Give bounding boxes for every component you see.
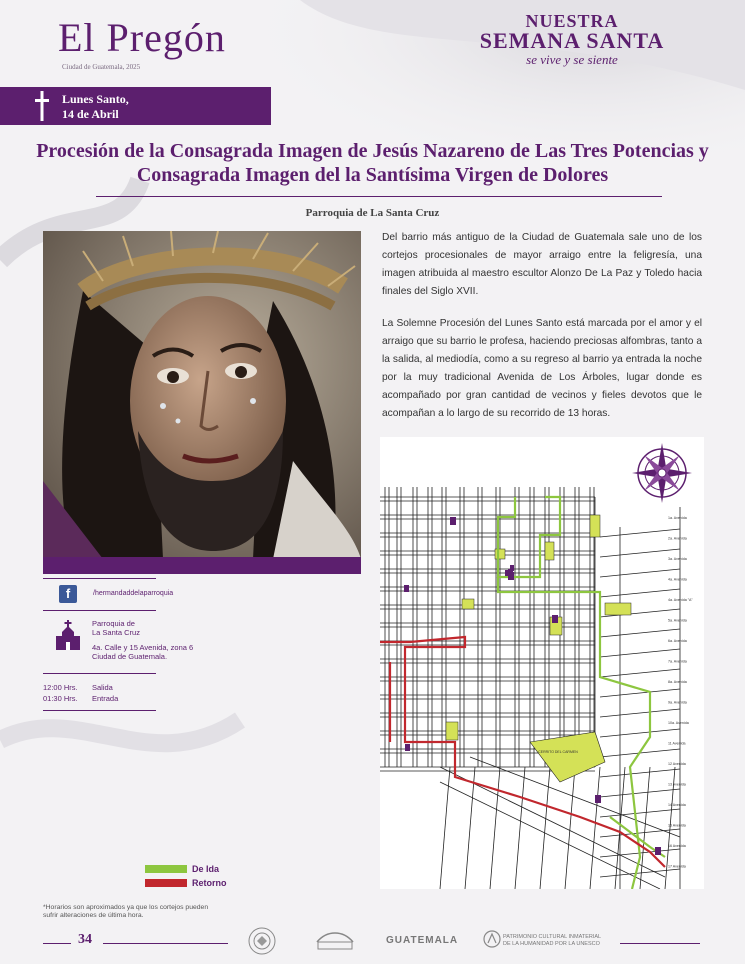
article-title: Procesión de la Consagrada Imagen de Jesús Nazareno de Las Tres Potencias y Consagrada Imagen del la Santísima Virgen de Dolores xyxy=(36,140,709,186)
schedule-label-2: Entrada xyxy=(92,694,119,703)
procession-route-map xyxy=(380,437,704,889)
legend-label-retorno: Retorno xyxy=(192,878,227,888)
jesus-nazareno-photo xyxy=(43,231,361,559)
unesco-text: PATRIMONIO CULTURAL INMATERIAL DE LA HUMANIDAD POR LA UNESCO xyxy=(503,934,601,947)
government-seal-icon xyxy=(247,926,277,956)
map-avenue-label: 3a. Avenida xyxy=(668,557,687,561)
map-avenue-label: 4a. Avenida xyxy=(668,577,687,582)
cross-icon xyxy=(35,91,49,121)
footer-rule-left-2 xyxy=(103,943,228,944)
map-avenue-label: 14 Avenida xyxy=(668,803,686,807)
legend-label-ida: De Ida xyxy=(192,864,220,874)
brand-line-1: NUESTRA xyxy=(525,11,619,31)
address-line-1: 4a. Calle y 15 Avenida, zona 6 xyxy=(92,643,194,652)
info-divider xyxy=(43,578,156,579)
schedule-time-1: 12:00 Hrs. xyxy=(43,683,78,692)
facebook-icon[interactable]: f xyxy=(59,585,77,603)
map-label-carmen: CERRITO DEL CARMEN xyxy=(538,750,578,754)
schedule-label-1: Salida xyxy=(92,683,113,692)
date-day: Lunes Santo, xyxy=(62,92,129,106)
facebook-handle[interactable]: /hermandaddelaparroquia xyxy=(93,590,174,597)
map-avenue-label: 2a. Avenida xyxy=(668,536,687,541)
inguat-logo-icon xyxy=(312,928,358,954)
map-avenue-label: 16 Avenida xyxy=(668,844,686,848)
parish-title: Parroquia de La Santa Cruz xyxy=(305,207,440,219)
map-avenue-label: 9a. Avenida xyxy=(668,700,687,705)
info-divider xyxy=(43,610,156,611)
logo-subtitle: Ciudad de Guatemala, 2025 xyxy=(62,63,141,71)
footer-rule-left xyxy=(43,943,71,944)
brand-block xyxy=(452,12,692,68)
church-name-line-1: Parroquia de xyxy=(92,619,135,628)
legend-swatch-ida xyxy=(145,865,187,873)
photo-underline-bar xyxy=(43,557,361,574)
map-avenue-label: 13 Avenida xyxy=(668,782,686,787)
map-avenue-label: 11 Avenida xyxy=(668,741,686,746)
map-avenue-label: 1a. Avenida xyxy=(668,516,687,520)
map-avenue-label: 12 Avenida xyxy=(668,762,686,766)
date-banner xyxy=(0,87,271,125)
footer-rule-right xyxy=(620,943,700,944)
title-divider xyxy=(96,196,662,197)
page-number: 34 xyxy=(78,932,92,947)
body-paragraph-2: La Solemne Procesión del Lunes Santo está marcada por el amor y el arraigo que su barrio le profesa, haciendo preciosas alfombras, tanto a la salida, al mediodía, como a su regreso al barrio ya entrada la noche por la muy tradicional Avenida de Los Árboles, lugar donde es acompañado por gran cantidad de vecinos y fieles devotos que le acompañan a lo largo de su recorrido de 13 horas. xyxy=(382,318,702,419)
church-name-line-2: La Santa Cruz xyxy=(92,628,140,637)
map-avenue-label: 6a. Avenida xyxy=(668,639,687,643)
logo-title: El Pregón xyxy=(58,15,226,60)
map-avenue-label: 17 Avenida xyxy=(668,864,686,869)
address-line-2: Ciudad de Guatemala. xyxy=(92,652,168,661)
date-date: 14 de Abril xyxy=(62,107,119,121)
brand-tagline: se vive y se siente xyxy=(526,52,618,67)
brand-line-2: SEMANA SANTA xyxy=(479,28,665,53)
schedule-time-2: 01:30 Hrs. xyxy=(43,694,78,703)
info-divider xyxy=(43,710,156,711)
footnote: *Horarios son aproximados ya que los cortejos pueden sufrir alteraciones de última hora. xyxy=(43,904,209,919)
map-avenue-label: 7a. Avenida xyxy=(668,659,687,664)
legend-swatch-retorno xyxy=(145,879,187,887)
body-paragraph-1: Del barrio más antiguo de la Ciudad de Guatemala sale uno de los cortejos procesionales de mayor arraigo entre la feligresía, una imagen atribuida al maestro escultor Alonzo De La Paz y Toledo hacia finales del Siglo XVII. xyxy=(382,232,702,297)
map-avenue-label: 5a. Avenida xyxy=(668,618,687,623)
map-avenue-label: 4a. Avenida "A" xyxy=(668,598,693,602)
unesco-logo-icon xyxy=(483,930,501,948)
info-divider xyxy=(43,673,156,674)
map-avenue-label: 10a. Avenida xyxy=(668,721,689,725)
map-avenue-label: 8a. Avenida xyxy=(668,680,687,684)
guatemala-logo-text: GUATEMALA xyxy=(386,935,459,946)
map-avenue-label: 15 Avenida xyxy=(668,823,686,828)
church-icon xyxy=(56,620,80,650)
